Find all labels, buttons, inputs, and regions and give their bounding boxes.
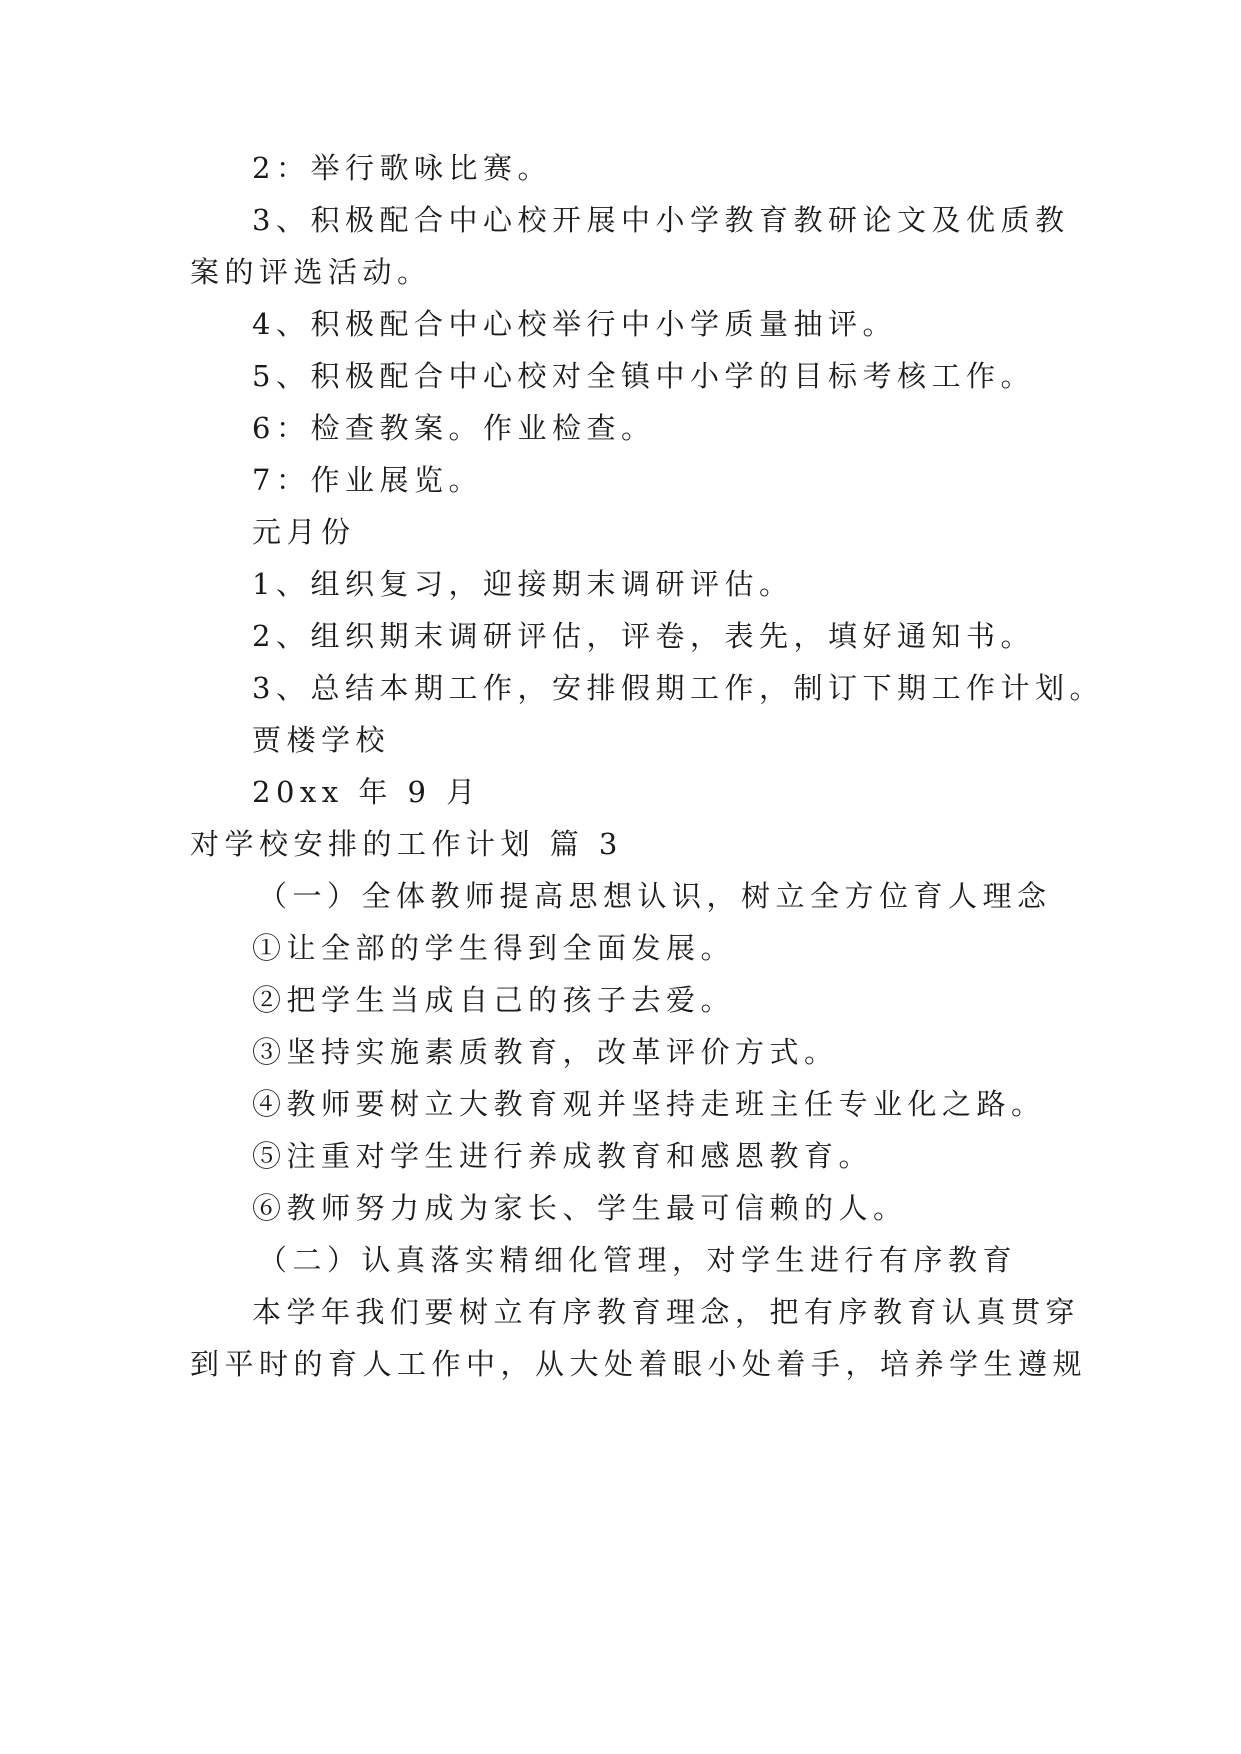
paragraph-line: 案的评选活动。 bbox=[190, 255, 432, 289]
list-item: ④教师要树立大教育观并坚持走班主任专业化之路。 bbox=[252, 1087, 1046, 1121]
list-item: ⑥教师努力成为家长、学生最可信赖的人。 bbox=[252, 1191, 908, 1225]
paragraph-line: 4、积极配合中心校举行中小学质量抽评。 bbox=[252, 307, 897, 341]
section-heading: 元月份 bbox=[252, 515, 356, 549]
paragraph-line: 到平时的育人工作中，从大处着眼小处着手，培养学生遵规 bbox=[190, 1347, 1088, 1381]
list-item: ①让全部的学生得到全面发展。 bbox=[252, 931, 736, 965]
list-item: ⑤注重对学生进行养成教育和感恩教育。 bbox=[252, 1139, 874, 1173]
paragraph-line: 2：举行歌咏比赛。 bbox=[252, 151, 552, 185]
document-title: 对学校安排的工作计划 篇 3 bbox=[190, 827, 623, 861]
signature-date: 20xx 年 9 月 bbox=[252, 775, 481, 809]
paragraph-line: 3、总结本期工作，安排假期工作，制订下期工作计划。 bbox=[252, 671, 1104, 705]
list-item: ③坚持实施素质教育，改革评价方式。 bbox=[252, 1035, 839, 1069]
paragraph-line: 5、积极配合中心校对全镇中小学的目标考核工作。 bbox=[252, 359, 1035, 393]
paragraph-line: 3、积极配合中心校开展中小学教育教研论文及优质教 bbox=[252, 203, 1070, 237]
paragraph-line: 7：作业展览。 bbox=[252, 463, 483, 497]
signature-school: 贾楼学校 bbox=[252, 723, 391, 757]
subsection-heading: （一）全体教师提高思想认识，树立全方位育人理念 bbox=[258, 879, 1052, 913]
list-item: ②把学生当成自己的孩子去爱。 bbox=[252, 983, 736, 1017]
subsection-heading: （二）认真落实精细化管理，对学生进行有序教育 bbox=[258, 1243, 1018, 1277]
paragraph-line: 1、组织复习，迎接期末调研评估。 bbox=[252, 567, 794, 601]
paragraph-line: 本学年我们要树立有序教育理念，把有序教育认真贯穿 bbox=[252, 1295, 1081, 1329]
paragraph-line: 2、组织期末调研评估，评卷，表先，填好通知书。 bbox=[252, 619, 1035, 653]
paragraph-line: 6：检查教案。作业检查。 bbox=[252, 411, 656, 445]
